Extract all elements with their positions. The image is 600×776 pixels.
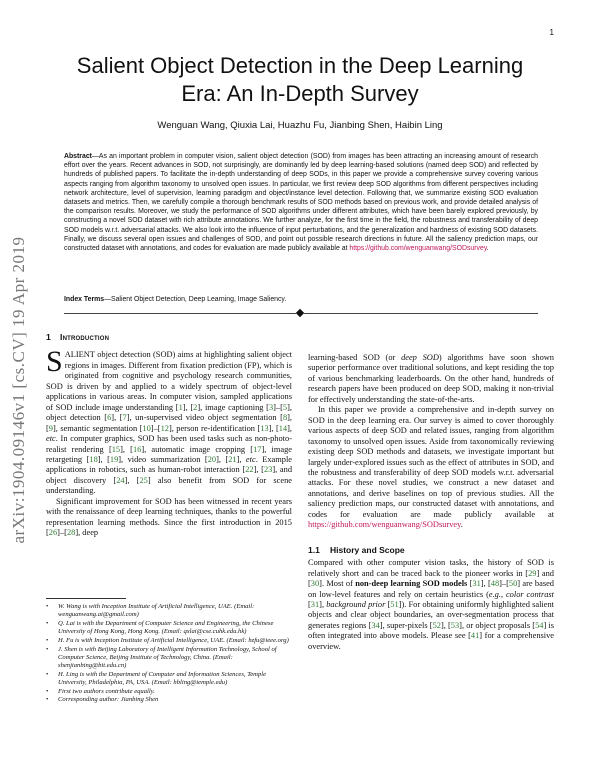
citation[interactable]: 24 <box>116 475 125 485</box>
text-run: ], [ <box>97 454 110 464</box>
citation[interactable]: 7 <box>122 413 127 423</box>
right-paragraph-1 <box>308 353 554 405</box>
footnote-item: • H. Fu is with Inception Institute of Artificial Intelligence, UAE. (Email: hzfu@ieee.org) <box>46 636 289 644</box>
subsection-number: 1.1 <box>308 544 320 555</box>
footnote-text: H. Fu is with Inception Institute of Artificial Intelligence, UAE. (Email: hzfu@ieee.org) <box>58 636 289 644</box>
abstract <box>64 152 538 253</box>
section-heading <box>46 332 292 342</box>
text-run: ], [ <box>124 475 140 485</box>
text-run: . <box>460 520 463 530</box>
abstract-text: —As an important problem in computer vision, salient object detection (SOD) from images has been attracting an increasing amount of research effort over the years. Recent advances in SOD, not surprisingly, are dominantly led by deep learning-based solutions (named deep SOD) and reflected by hundreds of published papers. To facilitate the in-depth understanding of deep SODs, in this paper we provide a comprehensive survey covering various aspects ranging from algorithm taxonomy to unsolved open issues. In particular, we first review deep SOD algorithms from different perspectives including network architecture, level of supervision, learning paradigm and object/instance level detection. Following that, we summarize existing SOD evaluation datasets and metrics. Then, we carefully compile a thorough benchmark results of SOD methods based on previous work, and provide detailed analysis of the comparison results. Moreover, we study the performance of SOD algorithms under different attributes, which have been barely explored previously, by constructing a novel SOD dataset with rich attribute annotations. We further analyze, for the first time in the field, the robustness and transferability of deep SOD models w.r.t. adversarial attacks. We also look into the influence of input perturbations, and the generalization and hardness of existing SOD datasets. Finally, we discuss several open issues and challenges of SOD, and point out possible research directions in future. All the saliency prediction maps, our constructed dataset with annotations, and codes for evaluation are made publicly available at <box>64 153 538 253</box>
citation[interactable]: 31 <box>472 579 481 589</box>
text-run: ], <box>236 454 246 464</box>
title-line-1: Salient Object Detection in the Deep Learning <box>76 53 524 78</box>
intro-paragraph-1 <box>46 345 293 496</box>
text-run: ], image retargeting [ <box>46 444 292 464</box>
citation[interactable]: 5 <box>282 402 288 412</box>
citation[interactable]: 8 <box>282 413 288 423</box>
text-run: background prior <box>326 599 386 609</box>
text-run: ], <box>319 599 327 609</box>
text-run: Significant improvement for SOD has been witnessed in recent years with the renaissance of deep learning techniques, thanks to the powerful representation learning methods. Since the first introduction in 2015 [ <box>46 496 292 538</box>
text-run: . In computer graphics, SOD has been used tasks such as non-photo-realist rendering [ <box>46 434 292 454</box>
citation[interactable]: 50 <box>508 579 518 589</box>
index-terms <box>64 295 538 304</box>
text-run: ], super-pixels [ <box>379 620 433 630</box>
footnotes <box>46 603 292 705</box>
citation[interactable]: 21 <box>228 454 237 464</box>
subsection-heading <box>308 545 554 555</box>
text-run: ], [ <box>120 444 133 454</box>
text-run: ], semantic segmentation [ <box>52 423 143 433</box>
right-column <box>308 353 554 652</box>
citation[interactable]: 19 <box>109 454 119 464</box>
text-run: ]. Most of <box>319 579 356 589</box>
text-run: ) algorithms have soon shown superior performance over traditional solutions, and kept residing the top of various benchmarking leaderboards. On the other hand, hundreds of research papers have been produced on deep SOD, making it non-trivial for effectively understanding the state-of-the-arts. <box>308 353 554 404</box>
text-run: ] is often integrated into above models. Please see [ <box>308 620 554 641</box>
text-run: object detection (SOD) aims at highlighting salient object regions in images. Different from fixation prediction (FP), which is originated from cognitive and psychology research communities, SOD is driven by and applied to a widely spectrum of object-level applications in various areas. In computer vision, sampled applications of SOD include image understanding [ <box>46 350 292 412</box>
drop-cap: S <box>46 345 63 379</box>
text-run: ], [ <box>182 402 194 412</box>
citation[interactable]: 22 <box>245 465 254 475</box>
footnote-item: • Q. Lai is with the Department of Computer Science and Engineering, the Chinese University of Hong Kong, Hong Kong. (Email: qxlai@cse.cuhk.edu.hk) <box>46 620 292 636</box>
citation[interactable]: 6 <box>107 413 112 423</box>
abstract-end: . <box>486 245 489 253</box>
text-run: ], or object proposals [ <box>459 620 536 630</box>
text-run: ], and object discovery [ <box>46 465 293 485</box>
footnote-item: • H. Ling is with the Department of Computer and Information Sciences, Temple University, Philadelphia, PA, USA. (Email: hbling@temple.edu) <box>46 671 292 687</box>
left-column <box>46 332 292 539</box>
index-terms-text: —Salient Object Detection, Deep Learning, Image Saliency. <box>104 296 287 303</box>
survey-link[interactable]: https://github.com/wenguanwang/SODsurvey <box>308 520 461 530</box>
citation[interactable]: 1 <box>178 402 183 412</box>
citation[interactable]: 2 <box>193 402 198 412</box>
text-run: ]–[ <box>499 579 509 589</box>
text-run: ]). For obtaining uniformly highlighted salient objects and clear object boundaries, an over-segmentation process that generates regions [ <box>308 599 554 630</box>
citation[interactable]: 25 <box>139 475 148 485</box>
citation[interactable]: 16 <box>132 444 142 454</box>
citation[interactable]: 48 <box>490 579 500 589</box>
footnote-item: • Corresponding author: Jianbing Shen <box>46 696 159 704</box>
footnote-text: H. Ling is with the Department of Computer and Information Sciences, Temple University, Philadelphia, PA, USA. (Email: hbling@temple.edu) <box>58 670 266 686</box>
text-run: Compared with other computer vision tasks, the history of SOD is relatively short and can be traced back to the pioneer works in [ <box>308 558 554 578</box>
text-run: color contrast <box>505 589 554 599</box>
citation[interactable]: 34 <box>371 620 380 630</box>
authors: Wenguan Wang, Qiuxia Lai, Huazhu Fu, Jianbing Shen, Haibin Ling <box>157 120 443 131</box>
citation[interactable]: 26 <box>48 528 58 538</box>
citation[interactable]: 28 <box>66 528 76 538</box>
citation[interactable]: 41 <box>470 631 480 641</box>
text-run: ], image captioning [ <box>197 402 269 412</box>
citation[interactable]: 13 <box>260 423 269 433</box>
abstract-link[interactable]: https://github.com/wenguanwang/SODsurvey <box>349 245 487 253</box>
text-run: ], person re-identification [ <box>168 423 261 433</box>
citation[interactable]: 20 <box>207 454 217 464</box>
arxiv-sidebar <box>8 140 30 640</box>
text-run: ], [ <box>480 579 491 589</box>
footnote-item: • W. Wang is with Inception Institute of Artificial Intelligence, UAE. (Email: wenguanwang.ai@gmail.com) <box>46 603 292 619</box>
citation[interactable]: 15 <box>111 444 121 454</box>
right-paragraph-3 <box>308 558 554 652</box>
text-run: [ <box>467 579 473 589</box>
text-run: ], [ <box>440 620 451 630</box>
section-title: Introduction <box>60 332 110 342</box>
text-run: ], [ <box>111 413 123 423</box>
footnote-text: J. Shen is with Beijing Laboratory of Intelligent Information Technology, School of Computer Science, Beijing Institute of Technology, China. (Email: shenjianbing@bit.edu.cn) <box>58 645 277 669</box>
footnote-text: First two authors contribute equally. <box>58 687 155 695</box>
text-run: ] also benefit from SOD for scene understanding. <box>46 475 292 496</box>
citation[interactable]: 17 <box>253 444 262 454</box>
text-run: ], [ <box>46 413 293 433</box>
text-run: deep SOD <box>401 353 439 362</box>
intro-paragraph-2 <box>46 497 292 539</box>
citation[interactable]: 53 <box>450 620 460 630</box>
footnote-text: W. Wang is with Inception Institute of Artificial Intelligence, UAE. (Email: wenguanwang.ai@gmail.com) <box>58 603 255 619</box>
text-run: [ <box>308 599 311 609</box>
text-run: ], [ <box>216 454 229 464</box>
text-run: [ <box>385 599 391 609</box>
footnote-rule <box>46 598 126 599</box>
divider-diamond <box>296 309 304 317</box>
paper-title <box>40 52 560 108</box>
citation[interactable]: 3 <box>268 402 274 412</box>
text-run: , <box>500 589 506 599</box>
text-run: ], [ <box>253 465 264 475</box>
text-run: ]–[ <box>57 528 67 538</box>
text-run: non-deep learning SOD models <box>355 579 468 589</box>
index-terms-label: Index Terms <box>64 296 105 303</box>
citation[interactable]: 12 <box>160 423 169 433</box>
citation[interactable]: 52 <box>432 620 441 630</box>
footnote-item: • First two authors contribute equally. <box>46 687 155 695</box>
abstract-label: Abstract <box>64 153 92 160</box>
text-run: ], <box>287 423 292 433</box>
subsection-title: History and Scope <box>330 544 405 555</box>
footnote-text: Corresponding author: Jianbing Shen <box>58 696 159 704</box>
text-run: etc <box>46 434 56 444</box>
text-run: ], un-supervised video object segmentation [ <box>126 413 283 423</box>
citation[interactable]: 30 <box>310 579 320 589</box>
text-run: ] are based on low-level features and rely on certain heuristics ( <box>308 579 554 599</box>
citation[interactable]: 14 <box>278 423 288 433</box>
citation[interactable]: 18 <box>89 454 98 464</box>
text-run: ] and [ <box>308 568 554 589</box>
footnote-item: • J. Shen is with Beijing Laboratory of Intelligent Information Technology, School of Computer Science, Beijing Institute of Technology, China. (Email: shenjianbing@bit.edu.cn) <box>46 646 292 671</box>
right-paragraph-2 <box>308 405 554 530</box>
text-run: ] for a comprehensive overview. <box>308 631 554 651</box>
title-line-2: Era: An In-Depth Survey <box>181 81 419 106</box>
text-run: ], deep <box>75 528 99 538</box>
text-run: ], [ <box>268 423 279 433</box>
arxiv-id: arXiv:1904.09146v1 [cs.CV] 19 Apr 2019 <box>9 236 28 544</box>
citation[interactable]: 9 <box>48 423 53 433</box>
citation[interactable]: 23 <box>263 465 273 475</box>
text-run: ], video summarization [ <box>118 454 208 464</box>
text-run: etc <box>245 454 256 464</box>
text-run: ]–[ <box>150 423 161 433</box>
text-run: learning-based SOD (or <box>308 353 402 362</box>
section-number: 1 <box>46 332 51 342</box>
text-run: e.g. <box>488 589 501 599</box>
citation[interactable]: 31 <box>310 599 320 609</box>
citation[interactable]: 54 <box>535 620 544 630</box>
text-run: ], object detection [ <box>46 402 292 423</box>
citation[interactable]: 51 <box>390 599 399 609</box>
text-run: . Example applications in robotics, such as human-robot interaction [ <box>46 454 293 475</box>
page-number: 1 <box>549 28 554 37</box>
citation[interactable]: 29 <box>528 568 537 578</box>
citation[interactable]: 10 <box>142 423 151 433</box>
text-run: In this paper we provide a comprehensive and in-depth survey on SOD in the deep learning era. Our survey is aimed to cover thoroughly various aspects of deep SOD and related issues, ranging from algorithm taxonomy to unsolved open issues. Aside from taxonomically reviewing existing deep SOD methods and datasets, we investigate important but largely under-explored issues such as the effect of attributes in SOD, and the robustness and transferability of deep SOD models w.r.t. adversarial attacks. For these novel studies, we construct a new dataset and annotations, and derive baselines on top of previous studies. All the saliency prediction maps, our constructed dataset with annotations, and codes for evaluation are made publicly available at <box>308 405 554 519</box>
text-run: ], automatic image cropping [ <box>141 444 254 454</box>
drop-cap-lead: ALIENT <box>64 350 95 360</box>
text-run: ]–[ <box>273 402 283 412</box>
footnote-text: Q. Lai is with the Department of Computer Science and Engineering, the Chinese University of Hong Kong, Hong Kong. (Email: qxlai@cse.cuhk.edu.hk) <box>58 619 274 636</box>
